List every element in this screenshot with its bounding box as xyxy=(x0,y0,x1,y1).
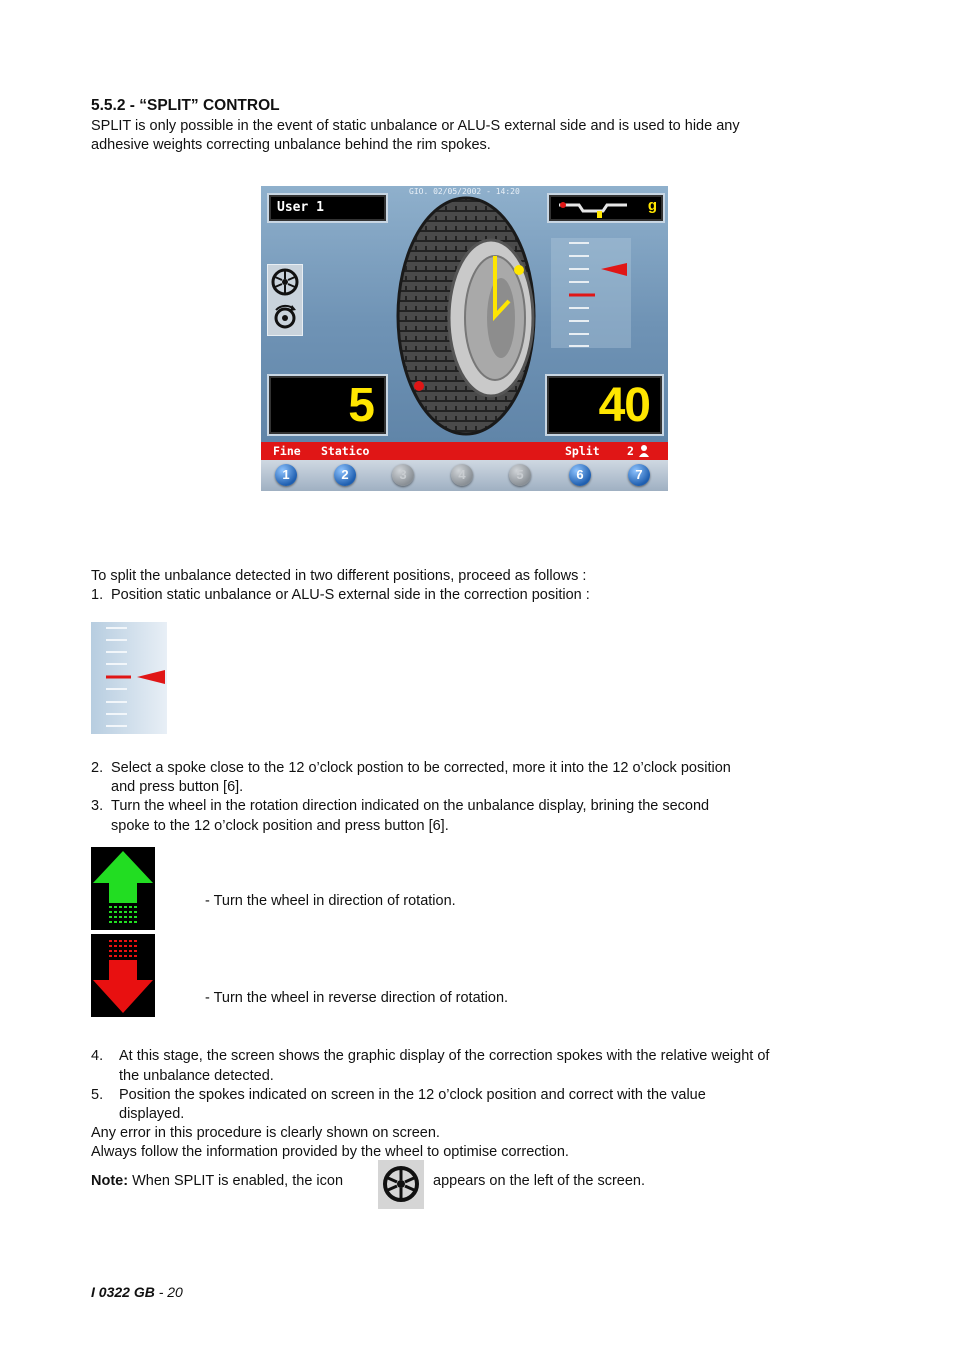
spoked-wheel-icon xyxy=(378,1160,424,1209)
down-arrow-box xyxy=(91,934,155,1017)
step-1-number: 1. xyxy=(91,587,104,603)
function-label-bar xyxy=(261,442,668,460)
tyre-image xyxy=(391,196,541,436)
step-1-text: Position static unbalance or ALU-S external side in the correction position : xyxy=(111,587,590,603)
weight-unit: g xyxy=(647,197,657,214)
function-keys-row xyxy=(261,460,668,491)
left-plane-display xyxy=(267,374,388,436)
page-footer xyxy=(91,1284,183,1300)
label-fine: Fine xyxy=(273,444,301,458)
step-2-text: Select a spoke close to the 12 o’clock postion to be corrected, more it into the 12 o’clock position xyxy=(111,760,731,776)
user-label: User 1 xyxy=(277,200,324,215)
label-user-number: 2 xyxy=(627,444,634,458)
mode-icons-panel xyxy=(267,264,303,336)
key-6-button[interactable]: 6 xyxy=(569,464,591,486)
spoked-wheel-icon xyxy=(270,267,300,297)
page-number: - 20 xyxy=(154,1284,183,1300)
closing-paragraph xyxy=(91,1124,851,1162)
closing-line-1: Any error in this procedure is clearly shown on screen. xyxy=(91,1125,440,1141)
key-3-button[interactable]: 3 xyxy=(392,464,414,486)
step-2-text-cont: and press button [6]. xyxy=(111,779,244,795)
doc-code: I 0322 GB xyxy=(91,1284,155,1300)
split-wheel-icon-box xyxy=(378,1160,424,1209)
arrow-up-icon xyxy=(91,847,155,930)
rotation-wheel-icon xyxy=(270,302,300,332)
step-4-text-cont: the unbalance detected. xyxy=(119,1068,274,1084)
procedure-intro: To split the unbalance detected in two different positions, proceed as follows : xyxy=(91,568,587,584)
left-value: 5 xyxy=(348,379,374,432)
step-3-text-cont: spoke to the 12 o’clock position and press button [6]. xyxy=(111,818,449,834)
key-1-button[interactable]: 1 xyxy=(275,464,297,486)
key-5-button[interactable]: 5 xyxy=(509,464,531,486)
rim-type-display xyxy=(547,193,665,223)
step-4-text: At this stage, the screen shows the graphic display of the correction spokes with the relative weight of xyxy=(119,1048,770,1064)
up-arrow-box xyxy=(91,847,155,930)
user-icon xyxy=(639,445,649,457)
up-arrow-caption: - Turn the wheel in direction of rotation. xyxy=(205,893,456,909)
step-3-number: 3. xyxy=(91,798,104,814)
step-5-text: Position the spokes indicated on screen in the 12 o’clock position and correct with the value xyxy=(119,1087,706,1103)
correction-position-ladder-image xyxy=(91,622,167,734)
right-plane-display xyxy=(545,374,664,436)
user-display xyxy=(267,193,388,223)
intro-line-1: SPLIT is only possible in the event of static unbalance or ALU-S external side and is used to hide any xyxy=(91,118,740,134)
note-text-after: appears on the left of the screen. xyxy=(433,1173,645,1189)
step-4-number: 4. xyxy=(91,1048,104,1064)
key-2-button[interactable]: 2 xyxy=(334,464,356,486)
step-2-number: 2. xyxy=(91,760,104,776)
intro-paragraph xyxy=(91,117,851,155)
arrow-down-icon xyxy=(91,934,155,1017)
key-4-button[interactable]: 4 xyxy=(451,464,473,486)
right-value: 40 xyxy=(598,379,650,432)
intro-line-2: adhesive weights correcting unbalance behind the rim spokes. xyxy=(91,137,491,153)
key-7-button[interactable]: 7 xyxy=(628,464,650,486)
position-ladder-icon xyxy=(551,238,631,348)
down-arrow-caption: - Turn the wheel in reverse direction of rotation. xyxy=(205,990,509,1006)
step-3-text: Turn the wheel in the rotation direction indicated on the unbalance display, brining the second xyxy=(111,798,710,814)
rim-profile-icon xyxy=(555,197,645,219)
note-line xyxy=(91,1173,343,1189)
section-heading: 5.5.2 - “SPLIT” CONTROL xyxy=(91,97,280,114)
machine-screen-figure xyxy=(261,186,668,491)
label-split: Split xyxy=(565,444,600,458)
step-5-number: 5. xyxy=(91,1087,104,1103)
label-statico: Statico xyxy=(321,444,370,458)
note-text-before: When SPLIT is enabled, the icon xyxy=(132,1173,344,1189)
step-5-text-cont: displayed. xyxy=(119,1106,185,1122)
closing-line-2: Always follow the information provided by the wheel to optimise correction. xyxy=(91,1144,569,1160)
note-label: Note: xyxy=(91,1173,129,1189)
screen-datetime: GIO. 02/05/2002 - 14:20 xyxy=(409,187,520,196)
